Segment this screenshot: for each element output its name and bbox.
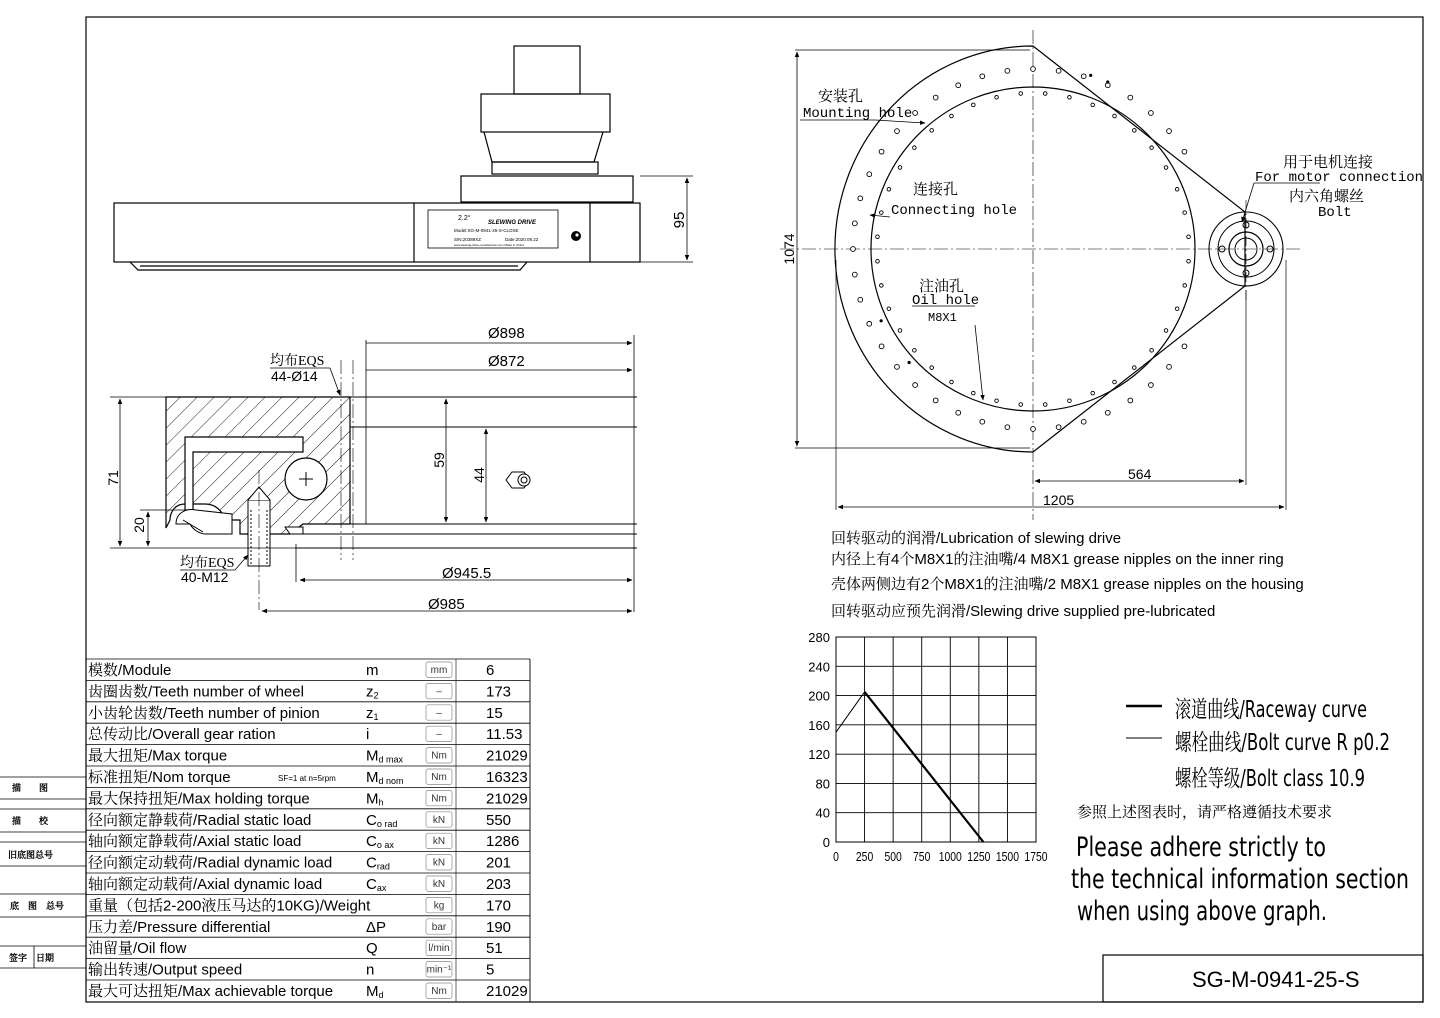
- connecting-hole: [1068, 399, 1072, 403]
- motor-connection-cn: 用于电机连接: [1283, 155, 1374, 171]
- gear-housing: [114, 203, 640, 262]
- spec-value: 5: [486, 961, 495, 979]
- spec-name: 最大扭矩/Max torque: [88, 747, 228, 765]
- mounting-hole: [956, 83, 961, 88]
- connecting-hole: [1043, 403, 1047, 407]
- spec-value: 173: [486, 683, 512, 701]
- nameplate-date: Date:2020.09.22: [505, 237, 539, 242]
- side-stamp-label: 描 校: [12, 816, 49, 826]
- oil-hole-spec: M8X1: [928, 311, 957, 325]
- spec-name: 最大保持扭矩/Max holding torque: [88, 790, 310, 808]
- lubrication-note: 回转驱动的润滑/Lubrication of slewing drive: [831, 530, 1122, 547]
- mounting-hole: [1182, 344, 1187, 349]
- connecting-hole: [1043, 92, 1047, 96]
- connecting-hole: [898, 329, 902, 333]
- spec-symbol: z2: [366, 683, 379, 701]
- spec-name: 总传动比/Overall gear ration: [88, 726, 276, 744]
- spec-unit: mm: [430, 665, 448, 676]
- mounting-hole: [913, 383, 918, 388]
- mounting-hole: [879, 344, 884, 349]
- eqs-bottom-label: 均布EQS: [180, 556, 235, 571]
- x-tick-label: 1750: [1024, 849, 1048, 865]
- y-tick-label: 0: [822, 835, 830, 850]
- y-tick-label: 240: [808, 659, 830, 675]
- connecting-hole: [930, 129, 934, 133]
- spec-unit: kg: [433, 900, 445, 912]
- mounting-hole: [1105, 83, 1110, 88]
- connecting-hole: [950, 380, 954, 384]
- worm-housing-top: [461, 176, 633, 202]
- nameplate-brand: 2.2°: [458, 215, 471, 222]
- connecting-hole: [972, 103, 976, 107]
- spec-unit: Nm: [431, 772, 447, 783]
- bolt-en: Bolt: [1318, 205, 1352, 221]
- mounting-hole: [1005, 425, 1010, 430]
- mounting-hole: [1081, 419, 1086, 424]
- connecting-hole: [913, 146, 917, 150]
- connecting-hole: [1175, 188, 1179, 192]
- spec-name: 齿圈齿数/Teeth number of wheel: [88, 683, 304, 701]
- connecting-hole: [880, 284, 884, 288]
- spec-symbol: Crad: [366, 854, 390, 872]
- connecting-hole: [1150, 349, 1154, 353]
- spec-symbol: m: [366, 662, 379, 679]
- dim-564: 564: [1128, 466, 1152, 482]
- drawing-number: SG-M-0941-25-S: [1192, 967, 1360, 992]
- dim-44: 44: [471, 467, 487, 483]
- connecting-hole: [1091, 103, 1095, 107]
- graph-note-en: the technical information section: [1071, 864, 1409, 895]
- connecting-hole: [995, 96, 999, 100]
- mounting-hole: [895, 364, 900, 369]
- mounting-hole: [1128, 398, 1133, 403]
- spec-name: 轴向额定动载荷/Axial dynamic load: [88, 876, 323, 893]
- spec-value: 51: [486, 940, 503, 958]
- connecting-hole: [995, 399, 999, 403]
- x-tick-label: 1250: [967, 849, 991, 865]
- lubrication-note: 内径上有4个M8X1的注油嘴/4 M8X1 grease nipples on the inner ring: [831, 551, 1284, 568]
- spec-value: 1286: [486, 833, 520, 851]
- spec-unit: l/min: [428, 943, 450, 955]
- dim-20: 20: [131, 517, 147, 533]
- side-stamp-column: [0, 777, 86, 968]
- connecting-hole: [1164, 329, 1168, 333]
- spec-value: 201: [486, 854, 512, 872]
- chart-legend: [1071, 697, 1409, 927]
- spec-value: 21029: [486, 983, 528, 1000]
- mounting-hole-en: Mounting hole: [803, 106, 913, 122]
- dim-1074: 1074: [781, 233, 797, 265]
- y-tick-label: 280: [808, 630, 830, 645]
- connecting-hole: [1113, 114, 1117, 118]
- spec-unit: kN: [432, 879, 446, 890]
- connecting-hole: [1019, 403, 1023, 407]
- connecting-hole: [1068, 96, 1072, 100]
- graph-note-en: when using above graph.: [1077, 896, 1327, 927]
- motor-flange: [481, 94, 610, 132]
- spec-name: 最大可达扭矩/Max achievable torque: [88, 983, 334, 1000]
- mounting-hole: [858, 297, 863, 302]
- mounting-hole: [1128, 95, 1133, 100]
- y-tick-label: 160: [808, 717, 830, 733]
- x-tick-label: 1500: [995, 849, 1019, 865]
- spec-unit: –: [436, 707, 442, 719]
- spec-unit: Nm: [431, 750, 447, 762]
- connecting-hole: [1133, 129, 1137, 133]
- eqs-top-spec: 44-Ø14: [271, 368, 318, 384]
- x-tick-label: 0: [833, 849, 839, 865]
- connecting-hole: [1183, 284, 1187, 288]
- spec-name: 重量（包括2-200液压马达的10KG)/Weight: [88, 897, 371, 915]
- mounting-hole: [1182, 149, 1187, 154]
- y-tick-label: 80: [815, 776, 830, 792]
- spec-symbol: Co rad: [366, 811, 398, 829]
- spec-value: 15: [486, 704, 503, 722]
- mounting-hole: [1056, 68, 1061, 73]
- mounting-hole: [980, 419, 985, 424]
- x-tick-label: 750: [913, 849, 931, 865]
- motor-base-ring: [492, 162, 598, 174]
- dim-59: 59: [431, 452, 447, 468]
- connecting-hole: [1183, 211, 1187, 215]
- mounting-hole: [1081, 74, 1086, 79]
- dim-985: Ø985: [428, 596, 465, 613]
- connecting-hole: [1187, 235, 1191, 239]
- connecting-hole: [1113, 380, 1117, 384]
- dim-outer-898: Ø898: [488, 325, 525, 342]
- motor-connection-en: For motor connection: [1255, 170, 1424, 186]
- spec-name: 输出转速/Output speed: [88, 961, 243, 979]
- nameplate-model: Model:SG-M-0941-25-S-CLOSE: [454, 228, 519, 233]
- side-stamp-label: 描 图: [12, 783, 49, 793]
- mounting-hole: [1005, 68, 1010, 73]
- spec-unit: bar: [431, 921, 447, 933]
- connecting-hole: [887, 188, 891, 192]
- spec-symbol: i: [366, 726, 370, 744]
- eqs-top-label: 均布EQS: [270, 354, 325, 369]
- spec-symbol: Mh: [366, 790, 384, 808]
- graph-note-cn: 参照上述图表时，请严格遵循技术要求: [1077, 805, 1333, 821]
- spec-value: 16323: [486, 769, 528, 786]
- mounting-hole: [956, 410, 961, 415]
- side-stamp-label: 旧底图总号: [8, 850, 54, 860]
- mounting-hole: [933, 398, 938, 403]
- spec-symbol: Md nom: [366, 769, 404, 786]
- x-tick-label: 250: [855, 849, 874, 865]
- connecting-hole: [1175, 307, 1179, 311]
- side-view: [114, 46, 693, 270]
- y-tick-label: 200: [808, 688, 830, 704]
- spec-unit: –: [436, 729, 442, 741]
- spec-symbol: Q: [366, 940, 378, 958]
- motor-top-block: [514, 46, 580, 94]
- spec-name: 标准扭矩/Nom torque: [88, 769, 231, 786]
- connecting-hole: [1164, 166, 1168, 170]
- spec-name: 压力差/Pressure differential: [88, 918, 271, 936]
- oil-hole-cn: 注油孔: [919, 279, 965, 295]
- mounting-hole: [879, 149, 884, 154]
- mounting-hole: [851, 247, 856, 252]
- chart-plot-area: [836, 637, 1036, 842]
- spec-unit: Nm: [431, 986, 447, 997]
- connecting-hole: [880, 211, 884, 215]
- height-dimension: 95: [671, 211, 688, 229]
- connecting-hole-cn: 连接孔: [913, 182, 959, 198]
- connecting-hole: [876, 235, 880, 239]
- spec-unit: kN: [432, 857, 446, 869]
- spec-value: 21029: [486, 747, 528, 765]
- spec-value: 550: [486, 811, 512, 829]
- dim-1205: 1205: [1043, 492, 1075, 508]
- side-stamp-label: 签字 日期: [9, 953, 55, 963]
- mounting-hole: [1167, 364, 1172, 369]
- spec-value: 6: [486, 662, 495, 679]
- spec-unit: min⁻¹: [426, 964, 452, 976]
- mounting-hole: [895, 129, 900, 134]
- spec-value: 170: [486, 897, 512, 915]
- oil-hole-en: Oil hole: [912, 293, 980, 309]
- spec-table: [86, 659, 530, 1001]
- spec-name: 径向额定动载荷/Radial dynamic load: [88, 854, 333, 872]
- oil-hole: [880, 319, 883, 322]
- spec-name: 小齿轮齿数/Teeth number of pinion: [88, 704, 320, 722]
- raceway-curve-line: [865, 692, 984, 842]
- spec-note: SF=1 at n=5rpm: [278, 774, 336, 783]
- connecting-hole: [1187, 259, 1191, 263]
- spec-name: 油留量/Oil flow: [88, 940, 187, 958]
- oil-hole: [1089, 74, 1092, 77]
- bolt-curve-line: [836, 692, 865, 732]
- spec-value: 11.53: [486, 726, 523, 744]
- spec-symbol: Md max: [366, 747, 404, 765]
- spec-value: 190: [486, 918, 512, 936]
- mounting-hole: [852, 221, 857, 226]
- connecting-hole: [1019, 92, 1023, 96]
- load-curve-chart: [808, 630, 1048, 864]
- legend-bolt-class: 螺栓等级/Bolt class 10.9: [1175, 766, 1365, 792]
- connecting-hole: [1091, 391, 1095, 395]
- mounting-hole: [1031, 67, 1036, 72]
- grease-nipple-icon: [506, 472, 530, 488]
- spec-unit: –: [436, 686, 442, 698]
- bolt-cn: 内六角螺丝: [1289, 189, 1365, 205]
- dim-945: Ø945.5: [442, 565, 492, 582]
- mounting-hole: [1148, 111, 1153, 116]
- mounting-hole: [858, 196, 863, 201]
- spec-name: 模数/Module: [88, 662, 172, 679]
- connecting-hole: [950, 114, 954, 118]
- spec-name: 轴向额定静载荷/Axial static load: [88, 833, 302, 851]
- nameplate-title: SLEWING DRIVE: [488, 220, 537, 226]
- mounting-hole: [1148, 383, 1153, 388]
- nameplate-sn: S/N:20389XZ: [454, 237, 482, 242]
- connecting-hole: [876, 259, 880, 263]
- lubrication-note: 回转驱动应预先润滑/Slewing drive supplied pre-lubricated: [831, 603, 1216, 620]
- mounting-hole: [1031, 427, 1036, 432]
- x-tick-label: 1000: [938, 849, 962, 865]
- mounting-hole: [867, 172, 872, 177]
- spec-unit: kN: [432, 836, 446, 848]
- spec-symbol: Co ax: [366, 833, 394, 851]
- housing-bottom-seal: [130, 262, 527, 270]
- mounting-hole: [1167, 129, 1172, 134]
- lubrication-note: 壳体两侧边有2个M8X1的注油嘴/2 M8X1 grease nipples on the housing: [831, 576, 1304, 593]
- connecting-hole: [898, 166, 902, 170]
- y-tick-label: 40: [815, 805, 830, 821]
- spec-symbol: n: [366, 961, 375, 979]
- graph-note-en: Please adhere strictly to: [1076, 832, 1326, 863]
- spec-symbol: z1: [366, 704, 379, 722]
- dim-inner-872: Ø872: [488, 353, 525, 370]
- oil-hole: [908, 361, 911, 364]
- nameplate-address: www.slewing-drive-manufacturer.com Made in China: [454, 243, 524, 247]
- legend-bolt-label: 螺栓曲线/Bolt curve R p0.2: [1175, 730, 1390, 756]
- mounting-hole: [913, 111, 918, 116]
- mounting-hole-cn: 安装孔: [818, 89, 864, 105]
- spec-name: 径向额定静载荷/Radial static load: [88, 811, 312, 829]
- spec-unit: Nm: [431, 793, 447, 805]
- motor-neck: [484, 132, 603, 162]
- mounting-hole: [1105, 410, 1110, 415]
- mounting-hole: [1056, 425, 1061, 430]
- oil-hole: [1106, 80, 1109, 83]
- y-tick-label: 120: [808, 747, 830, 763]
- connecting-hole: [913, 349, 917, 353]
- connecting-hole: [930, 366, 934, 370]
- dim-71: 71: [105, 470, 121, 486]
- mounting-hole: [867, 321, 872, 326]
- side-stamp-label: 底 图 总号: [10, 901, 65, 911]
- mounting-hole: [852, 272, 857, 277]
- legend-raceway-label: 滚道曲线/Raceway curve: [1175, 697, 1367, 723]
- connecting-hole: [887, 307, 891, 311]
- connecting-hole: [1150, 146, 1154, 150]
- x-tick-label: 500: [884, 849, 902, 865]
- eqs-bottom-spec: 40-M12: [181, 569, 229, 585]
- spec-symbol: ΔP: [366, 918, 387, 936]
- spec-symbol: Cax: [366, 876, 387, 893]
- mounting-hole: [933, 95, 938, 100]
- spec-unit: kN: [432, 814, 446, 826]
- connecting-hole-en: Connecting hole: [891, 203, 1018, 219]
- spec-value: 21029: [486, 790, 528, 808]
- nameplate: [428, 210, 558, 248]
- connecting-hole: [1133, 366, 1137, 370]
- spec-value: 203: [486, 876, 512, 893]
- mounting-hole: [980, 74, 985, 79]
- connecting-hole: [972, 391, 976, 395]
- spec-symbol: Md: [366, 983, 384, 1000]
